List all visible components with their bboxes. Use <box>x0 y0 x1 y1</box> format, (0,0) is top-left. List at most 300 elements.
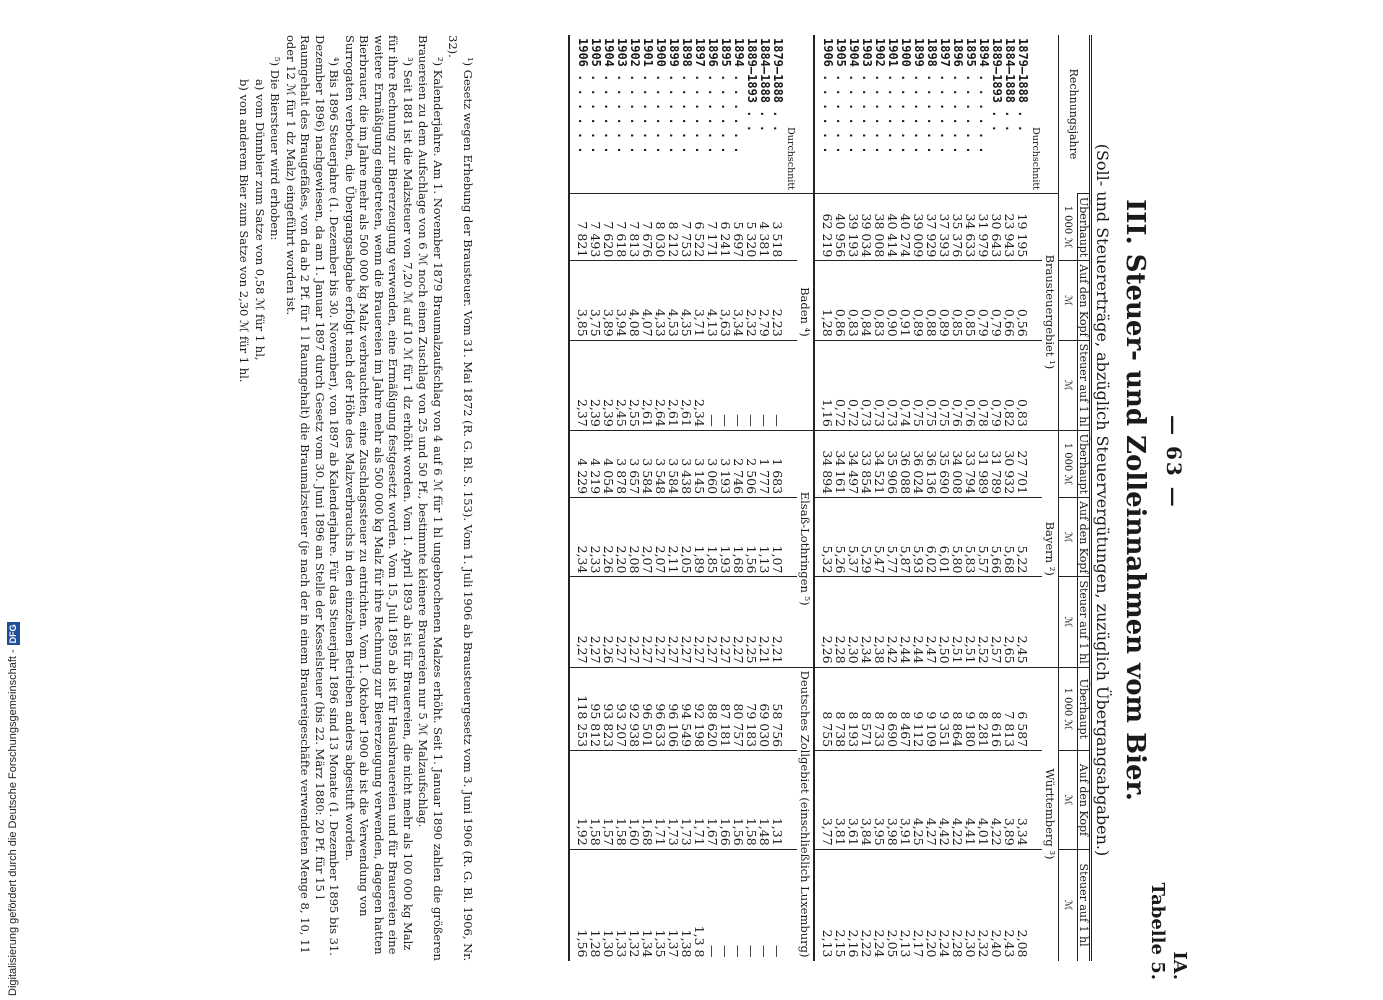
value-cell: 40 414 <box>886 194 899 261</box>
dfg-watermark <box>2 600 26 996</box>
table-row <box>641 35 654 961</box>
value-cell: 1,73 <box>680 751 693 850</box>
value-cell: 2,50 <box>938 577 951 667</box>
value-cell: 3 584 <box>667 430 680 497</box>
value-cell: 1,31 <box>771 751 784 850</box>
unit-b2: ℳ <box>1059 498 1078 577</box>
value-cell: 92 938 <box>628 667 641 751</box>
year-cell: 1896 . . . . . . <box>706 38 720 154</box>
value-cell: 2,20 <box>925 849 938 960</box>
value-cell: 96 501 <box>641 667 654 751</box>
value-cell: 1,56 <box>732 751 745 850</box>
table-row <box>654 35 667 961</box>
footnote: ¹) Gesetz wegen Erhebung der Brausteuer. Vom 31. Mai 1872 (R. G. Bl. S. 153). Vom 1. Juli 1906 ab Brausteuergesetz vom 3. Juni 1906 (R. G. Bl. 1906, Nr. 32). <box>446 35 475 962</box>
value-cell: 1,28 <box>821 261 834 340</box>
table-row <box>964 35 977 961</box>
value-cell: 2,05 <box>680 498 693 577</box>
year-cell: 1898 . . . . . . <box>680 38 694 154</box>
value-cell: 9 351 <box>938 667 951 751</box>
value-cell: 0,72 <box>847 340 860 430</box>
value-cell: 2,27 <box>693 577 706 667</box>
value-cell: 3,77 <box>821 751 834 850</box>
value-cell: 3,71 <box>693 261 706 340</box>
value-cell: 31 989 <box>977 430 990 497</box>
page-subtitle: (Soll- und Steuererträge, abzüglich Steuervergütungen, zuzüglich Übergangsabgaben.) <box>1093 143 1112 857</box>
value-cell: — <box>706 849 719 960</box>
value-cell: 2,39 <box>589 340 602 430</box>
value-cell: 0,75 <box>912 340 925 430</box>
value-cell: 8 571 <box>860 667 873 751</box>
value-cell: 3,95 <box>873 751 886 850</box>
value-cell: 30 932 <box>1003 430 1016 497</box>
value-cell: 0,82 <box>1003 340 1016 430</box>
value-cell: 2,34 <box>860 577 873 667</box>
unit-b3: ℳ <box>1059 577 1078 667</box>
table-row <box>977 35 990 961</box>
col-b-hl: Steuer auf 1 hl <box>1078 577 1091 667</box>
table-row <box>847 35 860 961</box>
value-cell: 0,85 <box>951 261 964 340</box>
value-cell: 6,01 <box>938 498 951 577</box>
year-cell: 1900 . . . . . . <box>654 38 668 154</box>
value-cell: 9 112 <box>912 667 925 751</box>
value-cell: 5,68 <box>1003 498 1016 577</box>
value-cell: 0,75 <box>938 340 951 430</box>
value-cell: 8 616 <box>990 667 1003 751</box>
value-cell: 94 549 <box>680 667 693 751</box>
value-cell: 0,66 <box>1003 261 1016 340</box>
year-cell: 1897 . . . . . . <box>693 38 707 154</box>
value-cell: 2,22 <box>860 849 873 960</box>
value-cell: 1 683 <box>771 430 784 497</box>
value-cell: 2,24 <box>938 849 951 960</box>
table-row <box>990 35 1003 961</box>
value-cell: 2,38 <box>873 577 886 667</box>
value-cell: 0,74 <box>899 340 912 430</box>
year-cell: 1884–1888 . . <box>1003 38 1017 132</box>
value-cell: 2,37 <box>576 340 589 430</box>
value-cell: 3,61 <box>847 751 860 850</box>
value-cell: 2,34 <box>693 340 706 430</box>
value-cell: 2,47 <box>925 577 938 667</box>
value-cell: 2,30 <box>847 577 860 667</box>
value-cell: 1,07 <box>771 498 784 577</box>
value-cell: 34 894 <box>821 430 834 497</box>
year-cell: 1904 . . . . . . <box>602 38 616 154</box>
value-cell: 3 145 <box>693 430 706 497</box>
col-c-kopf: Auf den Kopf <box>1078 751 1091 850</box>
value-cell: 0,88 <box>925 261 938 340</box>
unit-a1: 1 000 ℳ <box>1059 194 1078 261</box>
table-row <box>745 35 758 961</box>
value-cell: 7 753 <box>680 194 693 261</box>
value-cell: 34 008 <box>951 430 964 497</box>
col-rechnungsjahre: Rechnungsjahre <box>1059 35 1091 194</box>
value-cell: 2,28 <box>951 849 964 960</box>
value-cell: 2,45 <box>1016 577 1029 667</box>
table-row <box>938 35 951 961</box>
table-row <box>667 35 680 961</box>
rotated-page <box>160 0 1190 1000</box>
value-cell: 7 618 <box>615 194 628 261</box>
value-cell: 3,75 <box>589 261 602 340</box>
value-cell: 3,91 <box>899 751 912 850</box>
value-cell: 40 956 <box>834 194 847 261</box>
value-cell: 1,67 <box>706 751 719 850</box>
table-row <box>693 35 706 961</box>
value-cell: 5,32 <box>821 498 834 577</box>
value-cell: 2,07 <box>641 498 654 577</box>
value-cell: 34 497 <box>847 430 860 497</box>
value-cell: 4,08 <box>628 261 641 340</box>
value-cell: 93 823 <box>602 667 615 751</box>
table-section-1 <box>814 35 1059 961</box>
section-spacer <box>1042 35 1059 194</box>
col-a-kopf: Auf den Kopf <box>1078 261 1091 340</box>
value-cell: 8 690 <box>886 667 899 751</box>
value-cell: 2,11 <box>667 498 680 577</box>
table-ref-line1: IA. <box>1169 951 1190 980</box>
value-cell: 5,80 <box>951 498 964 577</box>
value-cell: 7 676 <box>641 194 654 261</box>
value-cell: 33 854 <box>860 430 873 497</box>
value-cell: 19 195 <box>1016 194 1029 261</box>
unit-a3: ℳ <box>1059 340 1078 430</box>
value-cell: 2,51 <box>951 577 964 667</box>
year-cell: 1905 . . . . . . <box>589 38 603 154</box>
col-b-ueberhaupt: Überhaupt <box>1078 430 1091 497</box>
value-cell: 6 587 <box>1016 667 1029 751</box>
value-cell: 7 821 <box>576 194 589 261</box>
section-label-wuerttemberg: Württemberg ³) <box>1042 667 1059 960</box>
value-cell: 2,07 <box>654 498 667 577</box>
value-cell: 2,61 <box>680 340 693 430</box>
year-cell: 1901 . . . . . . <box>641 38 655 154</box>
year-cell: 1905 . . . . . . <box>834 38 848 154</box>
year-cell: 1895 . . . . . . <box>964 38 978 154</box>
value-cell: 96 633 <box>654 667 667 751</box>
value-cell: 36 024 <box>912 430 925 497</box>
value-cell: 4,27 <box>925 751 938 850</box>
value-cell: 2,27 <box>719 577 732 667</box>
value-cell: 5,22 <box>1016 498 1029 577</box>
value-cell: 37 393 <box>938 194 951 261</box>
value-cell: 4,07 <box>641 261 654 340</box>
year-cell: 1904 . . . . . . <box>847 38 861 154</box>
dfg-logo: DFG <box>8 624 18 644</box>
value-cell: 2,21 <box>771 577 784 667</box>
value-cell: 2,27 <box>654 577 667 667</box>
value-cell: 2,57 <box>990 577 1003 667</box>
value-cell: 7 620 <box>602 194 615 261</box>
value-cell: 0,72 <box>834 340 847 430</box>
value-cell: 2,44 <box>899 577 912 667</box>
value-cell: 1,58 <box>589 751 602 850</box>
table-row <box>771 35 784 961</box>
value-cell: 23 943 <box>1003 194 1016 261</box>
value-cell: 4 381 <box>758 194 771 261</box>
value-cell: 4,01 <box>977 751 990 850</box>
value-cell: 5,37 <box>847 498 860 577</box>
value-cell: 3,94 <box>615 261 628 340</box>
year-cell: 1896 . . . . . . <box>951 38 965 154</box>
value-cell: 2,24 <box>873 849 886 960</box>
value-cell: 5,26 <box>834 498 847 577</box>
value-cell: 4,33 <box>654 261 667 340</box>
value-cell: 1,73 <box>667 751 680 850</box>
value-cell: 3,81 <box>834 751 847 850</box>
value-cell: — <box>771 340 784 430</box>
footnote: ²) Kalenderjahre. Am 1. November 1879 Braumalzaufschlag von 4 auf 6 ℳ für 1 hl ungebrochenen Malzes erhöht. Seit 1. Januar 1890 zahlen die größeren Brauereien zu dem Aufschlage von 6 ℳ noch einen Zuschlag von 25 und 50 Pf., bestimmte kleinere Brauereien nur 5 ℳ Malzaufschlag. <box>416 35 445 961</box>
value-cell: 40 274 <box>899 194 912 261</box>
value-cell: 0,91 <box>899 261 912 340</box>
value-cell: 2,16 <box>847 849 860 960</box>
value-cell: — <box>732 849 745 960</box>
watermark-label: Digitalisierung gefördert durch die Deutsche Forschungsgemeinschaft - <box>7 649 19 996</box>
value-cell: 1,60 <box>628 751 641 850</box>
section-label-brausteuergebiet: Brausteuergebiet ¹) <box>1042 194 1059 431</box>
value-cell: 4 229 <box>576 430 589 497</box>
table-row <box>680 35 693 961</box>
value-cell: 38 008 <box>873 194 886 261</box>
value-cell: 8 212 <box>667 194 680 261</box>
value-cell: 2,43 <box>1003 849 1016 960</box>
value-cell: 4,22 <box>990 751 1003 850</box>
value-cell: 39 034 <box>860 194 873 261</box>
value-cell: 2 506 <box>745 430 758 497</box>
unit-c2: ℳ <box>1059 751 1078 850</box>
value-cell: 3 657 <box>628 430 641 497</box>
value-cell: — <box>745 340 758 430</box>
value-cell: 1,93 <box>719 498 732 577</box>
value-cell: 3,89 <box>1003 751 1016 850</box>
value-cell: 8 281 <box>977 667 990 751</box>
value-cell: 3,98 <box>886 751 899 850</box>
value-cell: 1,68 <box>732 498 745 577</box>
value-cell: 9 180 <box>964 667 977 751</box>
value-cell: 2,61 <box>641 340 654 430</box>
value-cell: 4,25 <box>912 751 925 850</box>
table-row <box>873 35 886 961</box>
value-cell: 9 109 <box>925 667 938 751</box>
value-cell: 4,53 <box>667 261 680 340</box>
value-cell: 34 633 <box>964 194 977 261</box>
value-cell: 2,79 <box>758 261 771 340</box>
value-cell: 34 521 <box>873 430 886 497</box>
unit-c1: 1 000 ℳ <box>1059 667 1078 751</box>
value-cell: 0,83 <box>1016 340 1029 430</box>
value-cell: 4,42 <box>938 751 951 850</box>
value-cell: 2,08 <box>1016 849 1029 960</box>
table-row <box>576 35 589 961</box>
value-cell: 2,23 <box>771 261 784 340</box>
value-cell: 2,28 <box>834 577 847 667</box>
year-cell: 1898 . . . . . . <box>925 38 939 154</box>
value-cell: 36 088 <box>899 430 912 497</box>
value-cell: 2,44 <box>912 577 925 667</box>
value-cell: 35 906 <box>886 430 899 497</box>
value-cell: 2,27 <box>589 577 602 667</box>
section-label-bayern: Bayern ²) <box>1042 430 1059 667</box>
value-cell: 1,58 <box>745 751 758 850</box>
value-cell: 4,41 <box>964 751 977 850</box>
value-cell: 8 193 <box>847 667 860 751</box>
year-cell: 1900 . . . . . . <box>899 38 913 154</box>
table-row <box>719 35 732 961</box>
value-cell: 93 207 <box>615 667 628 751</box>
col-c-hl: Steuer auf 1 hl <box>1078 849 1091 960</box>
value-cell: 2,17 <box>912 849 925 960</box>
year-cell: 1884–1888 . . <box>758 38 772 132</box>
value-cell: 0,83 <box>847 261 860 340</box>
table-row <box>951 35 964 961</box>
value-cell: 2,25 <box>745 577 758 667</box>
value-cell: 3 060 <box>706 430 719 497</box>
value-cell: 87 181 <box>719 667 732 751</box>
section-label-elsass: Elsaß-Lothringen ⁵) <box>797 430 814 667</box>
col-b-kopf: Auf den Kopf <box>1078 498 1091 577</box>
year-cell: 1903 . . . . . . <box>615 38 629 154</box>
footnotes <box>236 35 475 965</box>
value-cell: — <box>732 340 745 430</box>
value-cell: 0,90 <box>886 261 899 340</box>
value-cell: 2,08 <box>628 498 641 577</box>
value-cell: 5,57 <box>977 498 990 577</box>
value-cell: 2,30 <box>964 849 977 960</box>
unit-a2: ℳ <box>1059 261 1078 340</box>
value-cell: — <box>719 340 732 430</box>
value-cell: 1 777 <box>758 430 771 497</box>
value-cell: 0,76 <box>951 340 964 430</box>
value-cell: 0,56 <box>1016 261 1029 340</box>
col-a-hl: Steuer auf 1 hl <box>1078 340 1091 430</box>
value-cell: 35 690 <box>938 430 951 497</box>
year-cell: 1906 . . . . . . <box>576 38 590 154</box>
year-cell: 1903 . . . . . . <box>860 38 874 154</box>
value-cell: 2,33 <box>589 498 602 577</box>
year-cell: 1899 . . . . . . <box>667 38 681 154</box>
value-cell: 39 193 <box>847 194 860 261</box>
col-a-ueberhaupt: Überhaupt <box>1078 194 1091 261</box>
value-cell: 0,73 <box>860 340 873 430</box>
value-cell: 0,79 <box>990 261 1003 340</box>
value-cell: 95 812 <box>589 667 602 751</box>
value-cell: 2,21 <box>758 577 771 667</box>
value-cell: 2,27 <box>576 577 589 667</box>
table-row <box>628 35 641 961</box>
value-cell: 7 813 <box>628 194 641 261</box>
value-cell: 2,15 <box>834 849 847 960</box>
table-row <box>1016 35 1029 961</box>
value-cell: 1,13 <box>758 498 771 577</box>
table-row <box>899 35 912 961</box>
year-cell: 1889–1893 . . <box>990 38 1004 132</box>
value-cell: 5,29 <box>860 498 873 577</box>
value-cell: 96 106 <box>667 667 680 751</box>
year-cell: 1897 . . . . . . <box>938 38 952 154</box>
year-cell: 1894 . . . . . . <box>977 38 991 154</box>
value-cell: 5,93 <box>912 498 925 577</box>
table-row <box>821 35 834 961</box>
value-cell: 1,30 <box>602 849 615 960</box>
value-cell: 1,34 <box>641 849 654 960</box>
value-cell: 92 198 <box>693 667 706 751</box>
table-reference <box>1146 882 1190 980</box>
year-cell: 1889–1893 . . <box>745 38 759 132</box>
value-cell: 1,56 <box>745 498 758 577</box>
footnote: ⁴) Bis 1896 Steuerjahre (1. Dezember bis 30. November), von 1897 ab Kalenderjahre. Für das Steuerjahr 1896 sind 13 Monate (1. Dezember 1895 bis 31. Dezember 1896) nachgewiesen, da am 1. Januar 1897 durch Gesetz vom 30. Juni 1896 an Stelle der Kesselsteuer (bis 22. März 1880: 20 Pf. für 15 l Raumgehalt des Braugefäßes, von da ab 2 Pf. für 1 l Raumgehalt) die Braumalzsteuer (je nach der in einem Brauereigeschäfte verwendeten Menge 8, 10, 11 oder 12 ℳ für 1 dz Malz) eingeführt worden ist. <box>284 35 342 956</box>
value-cell: 1,71 <box>693 751 706 850</box>
col-c-ueberhaupt: Überhaupt <box>1078 667 1091 751</box>
value-cell: 88 620 <box>706 667 719 751</box>
footnote: a) vom Dünnbier zum Satze von 0,58 ℳ für 1 hl, <box>253 79 267 361</box>
value-cell: 2,64 <box>654 340 667 430</box>
table-section-2 <box>569 35 814 961</box>
page-title: III. Steuer- und Zolleinnahmen vom Bier. <box>1120 199 1150 801</box>
value-cell: 6 241 <box>719 194 732 261</box>
year-cell: 1879–1888 . . <box>771 38 785 132</box>
value-cell: 1,71 <box>654 751 667 850</box>
value-cell: 3,34 <box>732 261 745 340</box>
value-cell: 118 253 <box>576 667 589 751</box>
value-cell: 0,79 <box>990 340 1003 430</box>
unit-b1: 1 000 ℳ <box>1059 430 1078 497</box>
year-cell: 1902 . . . . . . <box>628 38 642 154</box>
table-row <box>589 35 602 961</box>
value-cell: 2,51 <box>964 577 977 667</box>
value-cell: 3,89 <box>602 261 615 340</box>
value-cell: 39 009 <box>912 194 925 261</box>
table-row <box>886 35 899 961</box>
value-cell: 6 522 <box>693 194 706 261</box>
value-cell: 1,32 <box>628 849 641 960</box>
value-cell: 7 171 <box>706 194 719 261</box>
value-cell: 7 813 <box>1003 667 1016 751</box>
value-cell: 2,27 <box>628 577 641 667</box>
value-cell: 1,68 <box>641 751 654 850</box>
value-cell: 3,85 <box>576 261 589 340</box>
value-cell: 2,39 <box>602 340 615 430</box>
table-row <box>1003 35 1016 961</box>
value-cell: 0,76 <box>964 340 977 430</box>
value-cell: 35 376 <box>951 194 964 261</box>
value-cell: 2,40 <box>990 849 1003 960</box>
value-cell: 2,27 <box>667 577 680 667</box>
value-cell: 0,73 <box>886 340 899 430</box>
value-cell: 4 054 <box>602 430 615 497</box>
value-cell: — <box>706 340 719 430</box>
value-cell: 0,75 <box>925 340 938 430</box>
value-cell: 31 789 <box>990 430 1003 497</box>
value-cell: 3 193 <box>719 430 732 497</box>
value-cell: — <box>758 340 771 430</box>
value-cell: 3 518 <box>771 194 784 261</box>
value-cell: 2,27 <box>641 577 654 667</box>
value-cell: 2,13 <box>821 849 834 960</box>
value-cell: 2,26 <box>602 577 615 667</box>
value-cell: 0,89 <box>912 261 925 340</box>
value-cell: 2,27 <box>706 577 719 667</box>
value-cell: — <box>719 849 732 960</box>
value-cell: 2,61 <box>667 340 680 430</box>
value-cell: 0,79 <box>977 261 990 340</box>
value-cell: 3 878 <box>615 430 628 497</box>
value-cell: 1,3 8 <box>693 849 706 960</box>
value-cell: 1,48 <box>758 751 771 850</box>
value-cell: 8 864 <box>951 667 964 751</box>
value-cell: — <box>771 849 784 960</box>
value-cell: 2,20 <box>615 498 628 577</box>
